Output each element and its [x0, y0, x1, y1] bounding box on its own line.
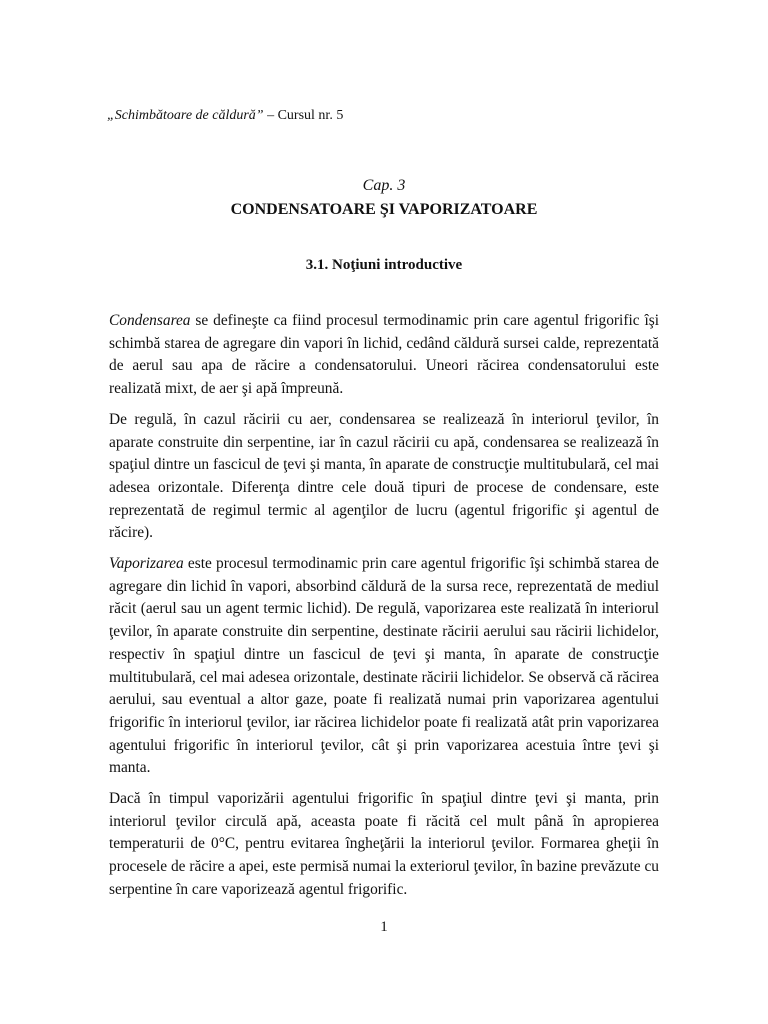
- course-number: – Cursul nr. 5: [263, 108, 344, 123]
- chapter-title: CONDENSATOARE ŞI VAPORIZATOARE: [230, 201, 538, 218]
- body-text: [109, 310, 659, 910]
- running-header: [107, 108, 343, 124]
- paragraph-text: se defineşte ca fiind procesul termodinamic prin care agentul frigorific îşi schimbă starea de agregare din vapori în lichid, cedând căldură sursei calde, reprezentată de aerul sau apa de răcire a condensatorului. Uneori răcirea condensatorului este realizată mixt, de aer şi apă împreună.: [109, 312, 659, 398]
- section-title: 3.1. Noţiuni introductive: [305, 257, 463, 273]
- paragraph-3: [109, 553, 659, 780]
- paragraph-2: [109, 409, 659, 545]
- paragraph-1: [109, 310, 659, 401]
- paragraph-4: [109, 788, 659, 902]
- paragraph-term: Vaporizarea: [109, 555, 184, 573]
- course-title: „Schimbătoare de căldură”: [107, 108, 264, 123]
- paragraph-term: Condensarea: [109, 312, 191, 329]
- paragraph-text: este procesul termodinamic prin care agentul frigorific îşi schimbă starea de agregare din lichid în vapori, absorbind căldură de la sursa rece, reprezentată de mediul răcit (aerul sau un agent termic lichid). De regulă, vaporizarea este realizată în interiorul ţevilor, în aparate construite din serpentine, destinate răcirii aerului sau răcirii lichidelor, respectiv în spaţiul dintre un fascicul de ţevi şi manta, în aparate de construcţie multitubulară, cel mai adesea orizontale, destinate răcirii lichidelor. Se observă că răcirea aerului, sau eventual a altor gaze, poate fi realizată numai prin vaporizarea agentului frigorific în interiorul ţevilor, iar răcirea lichidelor poate fi realizată atât prin vaporizarea agentului frigorific în interiorul ţevilor, cât şi prin vaporizarea acestuia între ţevi şi manta.: [109, 555, 659, 777]
- paragraph-text: De regulă, în cazul răcirii cu aer, condensarea se realizează în interiorul ţevilor, în aparate construite din serpentine, iar în cazul răcirii cu apă, condensarea se realizează în spaţiul dintre un fascicul de ţevi şi manta, în aparate de construcţie multitubulară, cel mai adesea orizontale. Diferenţa dintre cele două tipuri de procese de condensare, este reprezentată de regimul termic al agenţilor de lucru (agentul frigorific şi agentul de răcire).: [109, 410, 659, 542]
- chapter-label: Cap. 3: [362, 177, 406, 194]
- page-number: 1: [380, 919, 388, 935]
- paragraph-text: Dacă în timpul vaporizării agentului frigorific în spaţiul dintre ţevi şi manta, prin interiorul ţevilor circulă apă, aceasta poate fi răcită cel mult până în apropierea temperaturii de 0°C, pentru evitarea îngheţării la interiorul ţevilor. Formarea gheţii în procesele de răcire a apei, este permisă numai la exteriorul ţevilor, în bazine prevăzute cu serpentine în care vaporizează agentul frigorific.: [109, 790, 659, 898]
